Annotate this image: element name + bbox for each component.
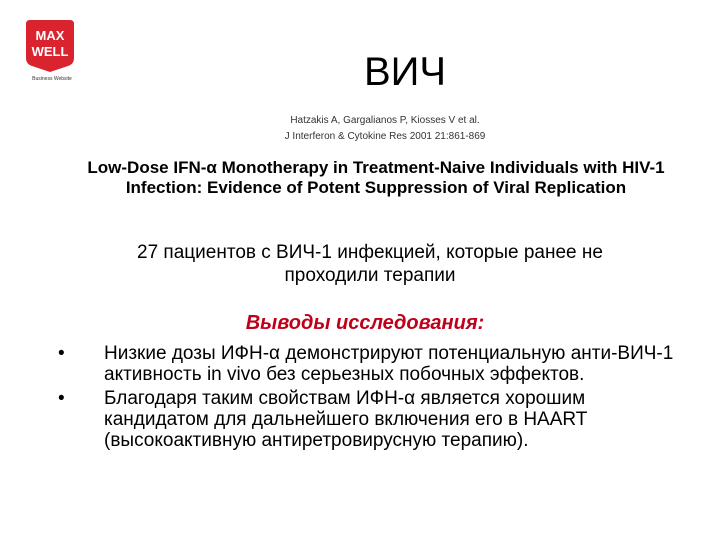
article-title: Low-Dose IFN-α Monotherapy in Treatment-Naive Individuals with HIV-1 Infection: Evidence of Potent Suppression of Viral Replication [87, 158, 665, 197]
logo-tagline: Business Website [32, 76, 72, 82]
conclusions-list [58, 343, 678, 454]
reference-journal: J Interferon & Cytokine Res 2001 21:861-869 [284, 131, 486, 142]
logo-line2: WELL [31, 44, 69, 59]
slide-title: ВИЧ [363, 50, 447, 94]
list-item [58, 343, 678, 385]
bullet-icon: • [58, 388, 65, 409]
bullet-icon: • [58, 343, 65, 364]
bullet-text: Благодаря таким свойствам ИФН-α является хорошим кандидатом для дальнейшего включения его в HAART (высокоактивную антиретровирусную терапию). [104, 388, 588, 451]
reference-authors: Hatzakis A, Gargalianos P, Kiosses V et al. [290, 115, 480, 126]
bullet-text: Низкие дозы ИФН-α демонстрируют потенциальную анти-ВИЧ-1 активность in vivo без серьезных побочных эффектов. [104, 343, 674, 385]
patients-description: 27 пациентов с ВИЧ-1 инфекцией, которые ранее не проходили терапии [137, 242, 603, 286]
conclusions-heading: Выводы исследования: [245, 312, 485, 334]
list-item [58, 388, 678, 451]
logo-line1: MAX [35, 28, 65, 43]
